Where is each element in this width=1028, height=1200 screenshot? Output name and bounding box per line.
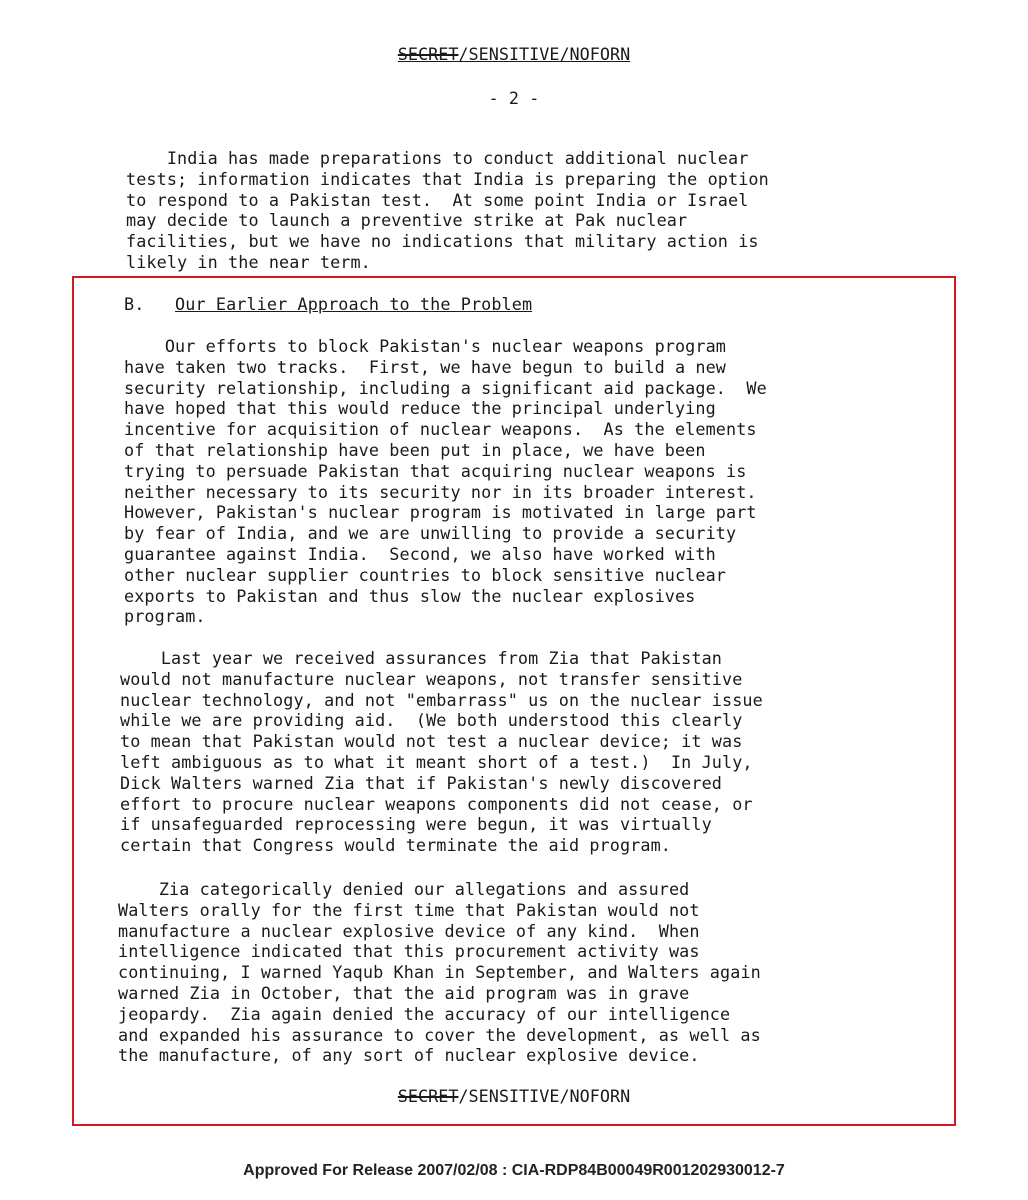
bottom-classification-marking <box>398 1086 630 1106</box>
section-paragraph-1-line: security relationship, including a significant aid package. We <box>124 377 767 398</box>
section-paragraph-3-line: the manufacture, of any sort of nuclear explosive device. <box>118 1045 700 1066</box>
bottom-struck-classification: SECRET <box>397 1086 459 1106</box>
section-paragraph-2-line: to mean that Pakistan would not test a nuclear device; it was <box>120 731 743 752</box>
section-paragraph-1-line: incentive for acquisition of nuclear weapons. As the elements <box>124 419 757 440</box>
section-paragraph-2-line: Last year we received assurances from Zia that Pakistan <box>120 648 722 668</box>
section-heading <box>124 294 532 314</box>
section-paragraph-3-line: continuing, I warned Yaqub Khan in September, and Walters again <box>118 962 761 983</box>
section-paragraph-3-line: Walters orally for the first time that Pakistan would not <box>118 899 700 920</box>
section-paragraph-3-line: intelligence indicated that this procurement activity was <box>118 941 700 962</box>
section-paragraph-2-line: effort to procure nuclear weapons components did not cease, or <box>120 793 753 814</box>
bottom-classification-rest: /SENSITIVE/NOFORN <box>458 1086 631 1106</box>
section-paragraph-3-line: manufacture a nuclear explosive device of any kind. When <box>118 920 700 941</box>
intro-line: India has made preparations to conduct additional nuclear <box>126 148 749 168</box>
intro-line: likely in the near term. <box>126 251 371 272</box>
section-paragraph-2-line: if unsafeguarded reprocessing were begun, it was virtually <box>120 814 712 835</box>
section-paragraph-1-line: guarantee against India. Second, we also have worked with <box>124 543 716 564</box>
section-paragraph-1-line: have hoped that this would reduce the principal underlying <box>124 398 716 419</box>
section-paragraph-1-line: Our efforts to block Pakistan's nuclear weapons program <box>124 336 726 356</box>
section-paragraph-3-line: warned Zia in October, that the aid program was in grave <box>118 982 690 1003</box>
section-paragraph-1-line: other nuclear supplier countries to block sensitive nuclear <box>124 564 726 585</box>
section-paragraph-2-line: certain that Congress would terminate the aid program. <box>120 835 671 856</box>
section-paragraph-1-line: neither necessary to its security nor in its broader interest. <box>124 481 757 502</box>
section-paragraph-1-line: exports to Pakistan and thus slow the nuclear explosives <box>124 585 696 606</box>
section-paragraph-1 <box>124 336 767 627</box>
intro-line: tests; information indicates that India is preparing the option <box>126 168 769 189</box>
top-classification-marking <box>398 44 630 64</box>
section-paragraph-1-line: have taken two tracks. First, we have begun to build a new <box>124 356 726 377</box>
section-title: Our Earlier Approach to the Problem <box>175 294 533 314</box>
section-paragraph-1-line: However, Pakistan's nuclear program is motivated in large part <box>124 502 757 523</box>
section-paragraph-3 <box>118 879 761 1066</box>
top-classification <box>0 44 1028 64</box>
release-line: Approved For Release 2007/02/08 : CIA-RDP84B00049R001202930012-7 <box>243 1162 785 1179</box>
section-paragraph-1-line: trying to persuade Pakistan that acquiring nuclear weapons is <box>124 460 747 481</box>
section-paragraph-2-line: while we are providing aid. (We both understood this clearly <box>120 710 743 731</box>
section-letter: B. <box>124 294 145 314</box>
section-paragraph-1-line: by fear of India, and we are unwilling to provide a security <box>124 523 737 544</box>
section-paragraph-2-line: left ambiguous as to what it meant short of a test.) In July, <box>120 751 753 772</box>
classification-rest: /SENSITIVE/NOFORN <box>458 44 631 64</box>
section-paragraph-1-line: program. <box>124 606 206 627</box>
section-paragraph-3-line: and expanded his assurance to cover the development, as well as <box>118 1024 761 1045</box>
section-paragraph-1-line: of that relationship have been put in place, we have been <box>124 439 706 460</box>
intro-line: may decide to launch a preventive strike at Pak nuclear <box>126 210 688 231</box>
section-paragraph-3-line: jeopardy. Zia again denied the accuracy of our intelligence <box>118 1003 731 1024</box>
section-paragraph-2-line: nuclear technology, and not "embarrass" us on the nuclear issue <box>120 689 763 710</box>
section-paragraph-2-line: would not manufacture nuclear weapons, not transfer sensitive <box>120 668 743 689</box>
bottom-classification <box>0 1086 1028 1106</box>
intro-paragraph <box>126 148 769 273</box>
struck-classification: SECRET <box>397 44 459 64</box>
section-paragraph-2 <box>120 648 763 856</box>
intro-line: to respond to a Pakistan test. At some point India or Israel <box>126 189 749 210</box>
section-paragraph-2-line: Dick Walters warned Zia that if Pakistan's newly discovered <box>120 772 722 793</box>
page-number: - 2 - <box>488 88 540 108</box>
section-paragraph-3-line: Zia categorically denied our allegations and assured <box>118 879 690 899</box>
intro-line: facilities, but we have no indications that military action is <box>126 231 759 252</box>
